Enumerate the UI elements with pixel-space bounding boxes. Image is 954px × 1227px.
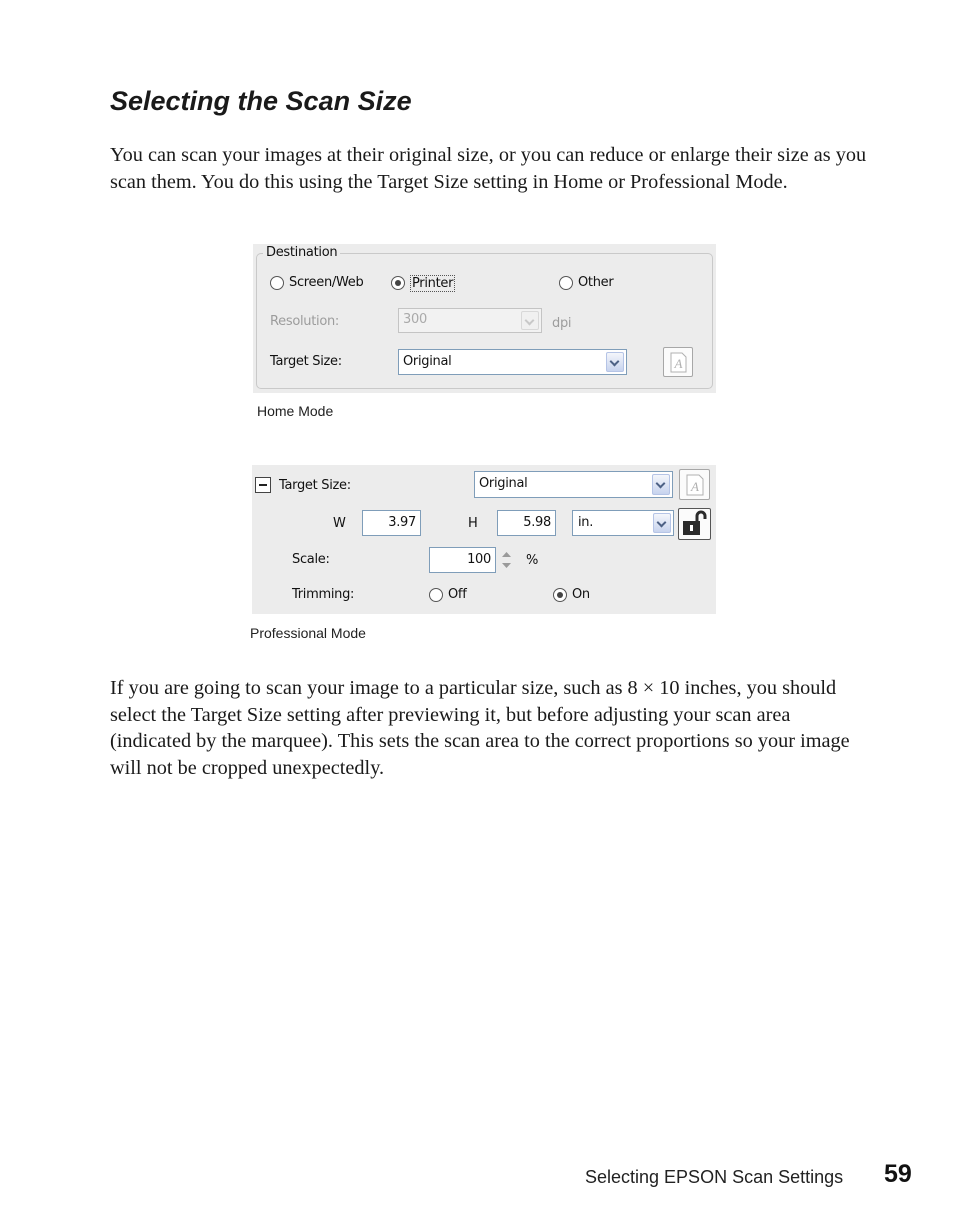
resolution-label: Resolution:	[270, 314, 340, 329]
unit-value: in.	[578, 515, 594, 530]
target-size-edit-button[interactable]	[663, 347, 693, 377]
width-field[interactable]	[362, 510, 421, 536]
trimming-radio-on[interactable]	[553, 587, 613, 605]
radio-selected-icon[interactable]	[391, 276, 405, 290]
radio-circle-icon[interactable]	[270, 276, 284, 290]
target-size-select[interactable]	[398, 349, 627, 375]
target-size-value: Original	[479, 476, 528, 491]
page-heading: Selecting the Scan Size	[110, 86, 412, 116]
width-value: 3.97	[388, 515, 416, 530]
radio-screen-web[interactable]	[270, 275, 380, 293]
scale-spinner[interactable]	[498, 548, 515, 572]
radio-label: Off	[448, 587, 467, 602]
width-label: W	[333, 516, 346, 531]
collapse-toggle[interactable]	[255, 477, 271, 493]
target-size-label: Target Size:	[270, 354, 342, 369]
chevron-down-icon[interactable]	[606, 352, 624, 372]
spinner-arrows-icon	[498, 548, 515, 572]
footer-section-title: Selecting EPSON Scan Settings	[585, 1167, 844, 1187]
resolution-value: 300	[403, 312, 427, 327]
radio-circle-icon[interactable]	[559, 276, 573, 290]
target-size-edit-button[interactable]	[679, 469, 710, 500]
resolution-select[interactable]	[398, 308, 542, 333]
height-field[interactable]	[497, 510, 556, 536]
minus-icon	[259, 484, 267, 486]
home-mode-caption: Home Mode	[257, 403, 334, 419]
radio-label: Screen/Web	[289, 275, 364, 290]
scale-field[interactable]	[429, 547, 496, 573]
height-value: 5.98	[523, 515, 551, 530]
chevron-down-icon[interactable]	[653, 513, 671, 533]
svg-text:A: A	[674, 356, 683, 371]
chevron-down-icon[interactable]	[521, 311, 539, 330]
radio-label: Printer	[412, 276, 454, 291]
intro-paragraph: You can scan your images at their original size, or you can reduce or enlarge their size as you scan them. You do this using the Target Size setting in Home or Professional Mode.	[110, 144, 867, 193]
scale-unit: %	[526, 553, 539, 568]
radio-other[interactable]	[559, 275, 629, 293]
radio-printer[interactable]	[391, 275, 471, 293]
svg-text:A: A	[691, 479, 699, 494]
scale-label: Scale:	[292, 552, 330, 567]
body-paragraph: If you are going to scan your image to a particular size, such as 8 × 10 inches, you should select the Target Size setting after previewing it, but before adjusting your scan area (indicated by the marquee). This sets the scan area to the correct proportions so your image will not be cropped unexpectedly.	[110, 677, 850, 779]
target-size-select[interactable]	[474, 471, 673, 498]
radio-label: On	[572, 587, 590, 602]
document-icon	[664, 348, 692, 376]
scale-value: 100	[467, 552, 491, 567]
page-number: 59	[884, 1160, 912, 1188]
chevron-down-icon[interactable]	[652, 474, 670, 495]
radio-label: Other	[578, 275, 614, 290]
unlock-icon	[679, 509, 710, 539]
resolution-unit: dpi	[552, 316, 572, 331]
professional-mode-panel	[252, 465, 716, 614]
professional-mode-caption: Professional Mode	[250, 625, 366, 641]
radio-selected-icon[interactable]	[553, 588, 567, 602]
trimming-radio-off[interactable]	[429, 587, 489, 605]
radio-circle-icon[interactable]	[429, 588, 443, 602]
height-label: H	[468, 516, 478, 531]
target-size-label: Target Size:	[279, 478, 351, 493]
trimming-label: Trimming:	[292, 587, 355, 602]
document-icon	[680, 470, 709, 499]
destination-legend: Destination	[263, 245, 340, 260]
unit-select[interactable]	[572, 510, 674, 536]
aspect-lock-button[interactable]	[678, 508, 711, 540]
target-size-value: Original	[403, 354, 452, 369]
home-mode-panel	[253, 244, 716, 393]
